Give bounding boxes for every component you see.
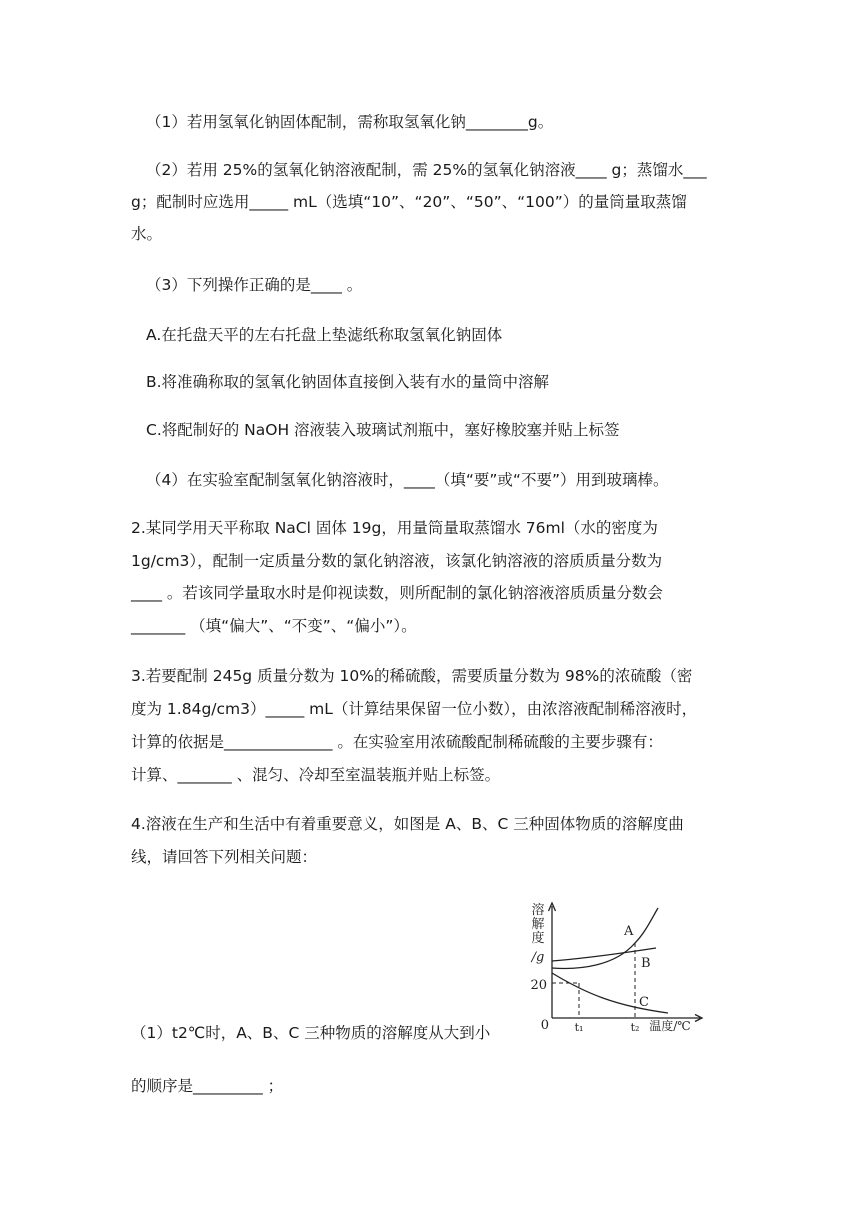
question-4-part-1-line-2: 的顺序是_________ ； [131,1077,284,1095]
y-label-char-2: 解 [531,917,545,932]
question-1-part-2-line-2: g；配制时应选用_____ mL（选填“10”、“20”、“50”、“100”）的量筒量取蒸馏 [131,193,687,211]
option-c: C.将配制好的 NaOH 溶液装入玻璃试剂瓶中，塞好橡胶塞并贴上标签 [146,421,620,439]
solubility-curve-figure [520,898,710,1038]
option-b: B.将准确称取的氢氧化钠固体直接倒入装有水的量筒中溶解 [146,373,550,391]
question-3-line-3: 计算的依据是______________ 。在实验室用浓硫酸配制稀硫酸的主要步骤有： [131,733,663,751]
x-tick-t2: t₂ [630,1021,640,1034]
question-4-part-1-line-1: （1）t2℃时，A、B、C 三种物质的溶解度从大到小 [131,1024,491,1042]
question-2-line-2: 1g/cm3），配制一定质量分数的氯化钠溶液，该氯化钠溶液的溶质质量分数为 [131,552,663,570]
question-1-part-1: （1）若用氢氧化钠固体配制，需称取氢氧化钠________g。 [146,113,554,131]
origin-label: 0 [540,1018,549,1033]
curve-c [552,973,668,1013]
y-label-unit: /g [531,950,545,965]
question-1-part-3: （3）下列操作正确的是____ 。 [146,276,363,294]
curve-label-b: B [641,956,651,971]
question-3-line-2: 度为 1.84g/cm3）_____ mL（计算结果保留一位小数），由浓溶液配制稀溶液时， [131,700,698,718]
question-1-part-4: （4）在实验室配制氢氧化钠溶液时，____（填“要”或“不要”）用到玻璃棒。 [146,471,669,489]
x-axis-label: 温度/℃ [649,1019,691,1033]
option-a: A.在托盘天平的左右托盘上垫滤纸称取氢氧化钠固体 [146,326,503,344]
question-2-line-4: _______ （填“偏大”、“不变”、“偏小”）。 [131,617,417,635]
question-3-line-4: 计算、_______ 、混匀、冷却至室温装瓶并贴上标签。 [131,766,501,784]
question-1-part-2-line-3: 水。 [131,225,163,243]
question-3-line-1: 3.若要配制 245g 质量分数为 10%的稀硫酸，需要质量分数为 98%的浓硫酸（密 [131,667,693,685]
question-2-line-1: 2.某同学用天平称取 NaCl 固体 19g，用量筒量取蒸馏水 76ml（水的密度为 [131,519,658,537]
question-2-line-3: ____ 。若该同学量取水时是仰视读数，则所配制的氯化钠溶液溶质质量分数会 [131,584,663,602]
y-tick-20: 20 [530,978,547,993]
y-label-char-3: 度 [531,931,545,946]
curve-label-c: C [639,995,649,1010]
question-4-line-1: 4.溶液在生产和生活中有着重要意义，如图是 A、B、C 三种固体物质的溶解度曲 [131,815,684,833]
question-1-part-2-line-1: （2）若用 25%的氢氧化钠溶液配制，需 25%的氢氧化钠溶液____ g；蒸馏水___ [146,161,707,179]
x-tick-t1: t₁ [574,1021,584,1034]
question-4-line-2: 线，请回答下列相关问题： [131,848,318,866]
curve-label-a: A [624,924,634,939]
y-label-char-1: 溶 [531,903,545,918]
